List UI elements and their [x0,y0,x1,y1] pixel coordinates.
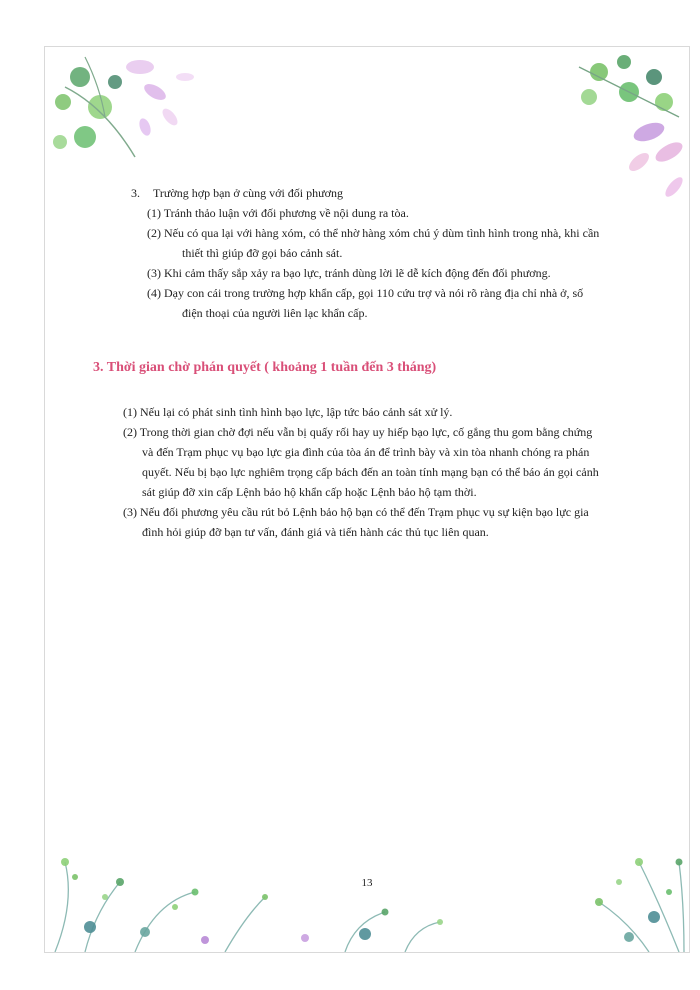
case-3-title: Trường hợp bạn ở cùng với đối phương [153,186,343,200]
list-item [123,402,599,422]
floral-decoration-top-left [45,47,215,177]
list-item-text: (2) Nếu có qua lại với hàng xóm, có thể nhờ hàng xóm chú ý dùm tình hình trong nhà, khi cần [147,226,600,240]
list-item-text-continued: đình hỏi giúp đỡ bạn tư vấn, đánh giá và tiến hành các thủ tục liên quan. [142,525,489,539]
list-item-text-continued: sát giúp đỡ xin cấp Lệnh bảo hộ khẩn cấp hoặc Lệnh bảo hộ tạm thời. [142,485,477,499]
case-3-number: 3. [131,186,140,200]
list-item [147,263,599,283]
case-3-section [131,183,599,323]
list-item-text: (1) Tránh thảo luận với đối phương về nội dung ra tòa. [147,206,409,220]
list-item-text: (2) Trong thời gian chờ đợi nếu vẫn bị quấy rối hay uy hiếp bạo lực, cố gắng thu gom bằng chứng [123,425,593,439]
waiting-period-section [123,402,599,542]
list-item-text: (3) Nếu đối phương yêu cầu rút bỏ Lệnh bảo hộ bạn có thể đến Trạm phục vụ sự kiện bạo lực gia [123,505,589,519]
list-item-text-continued: quyết. Nếu bị bạo lực nghiêm trọng cấp bách đến an toàn tính mạng bạn có thể báo án gọi cảnh [142,465,599,479]
list-item [147,223,599,263]
list-item-text: (3) Khi cảm thấy sắp xảy ra bạo lực, tránh dùng lời lẽ dễ kích động đến đối phương. [147,266,551,280]
list-item-text: (1) Nếu lại có phát sinh tình hình bạo lực, lập tức báo cảnh sát xử lý. [123,405,453,419]
floral-decoration-bottom-right [579,842,689,952]
list-item-text-continued: và đến Trạm phục vụ bạo lực gia đình của tòa án để trình bày và xin tòa nhanh chóng ra phán [142,445,590,459]
list-item [123,502,599,542]
page-number: 13 [361,877,373,889]
list-item [123,422,599,502]
list-item-text: (4) Dạy con cái trong trường hợp khẩn cấp, gọi 110 cứu trợ và nói rõ ràng địa chỉ nhà ở, số [147,286,584,300]
list-item [147,203,599,223]
floral-decoration-bottom-left [45,842,445,952]
list-item-text-continued: điện thoại của người liên lạc khẩn cấp. [182,306,368,320]
list-item [147,283,599,323]
document-page [44,46,690,953]
section-heading: 3. Thời gian chờ phán quyết ( khoảng 1 tuần đến 3 tháng) [93,360,437,375]
case-3-title-line [131,183,599,203]
list-item-text-continued: thiết thì giúp đỡ gọi báo cảnh sát. [182,246,343,260]
